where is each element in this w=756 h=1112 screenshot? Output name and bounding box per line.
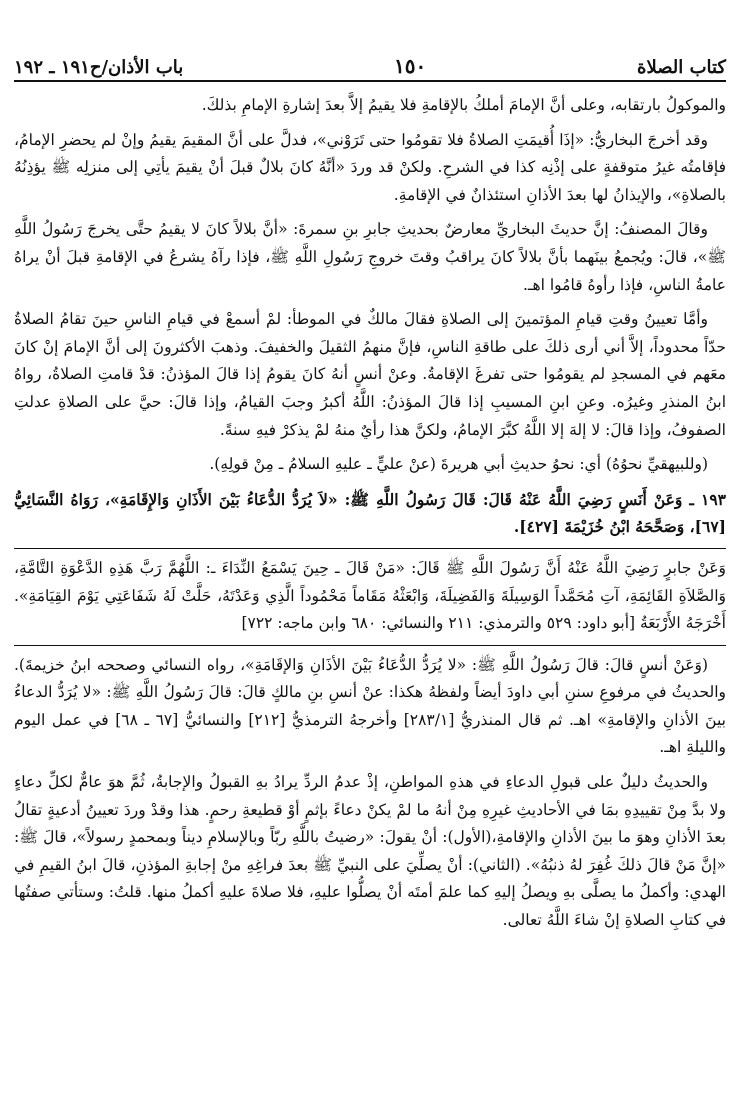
hadith-separator [14,645,726,646]
paragraph: وقد أخرجَ البخاريُّ: «إذَا أُقيمَتِ الصلاةُ فلا تقومُوا حتى تَرَوْني»، فدلَّ على أنَّ المقيمَ يقيمُ وإنْ لم يحضرِ الإمامُ، فإقامتُه غيرُ متوقفةٍ على إذْنِه كذا في الشرحِ. ولكنْ قد وردَ «أنَّهُ كانَ بلالٌ قبلَ أنْ يقيمَ يأتِي إلى منزلِه ﷺ يؤذِنُهُ بالصلاةِ»، والإيذانُ لها بعدَ الأذانِ استئذانٌ في الإقامةِ. [14,130,726,204]
paragraph: والموكولُ بارتقابه، وعلى أنَّ الإمامَ أملكُ بالإقامةِ فلا يقيمُ إلاَّ بعدَ إشارةِ الإمامِ بذلكَ. [201,96,726,114]
book-title: كتاب الصلاة [637,57,726,78]
chapter-reference: باب الأذان/ح١٩١ ـ ١٩٢ [14,57,184,78]
paragraph: وقالَ المصنفُ: إنَّ حديثَ البخاريِّ معارضٌ بحديثِ جابرِ بنِ سمرةَ: «أنَّ بلالاً كانَ لا يقيمُ حتَّى يخرجَ رَسُولُ اللَّهِ ﷺ»، قالَ: ويُجمعُ بينَهما بأنَّ بلالاً كانَ يراقبُ وقتَ خروجِ رَسُولِ اللَّهِ ﷺ، فإذا رآهُ يشرعُ في الإقامةِ قبلَ أنْ يراهُ عامةُ الناسِ، فإذا رأوهُ قامُوا اهـ. [14,220,726,294]
page-body [14,92,726,1102]
page-header [14,38,726,78]
hadith-separator [14,548,726,549]
header-rule [14,80,726,82]
hadith-193: ١٩٣ ـ وَعَنْ أَنَسٍ رَضِيَ اللَّهُ عَنْهُ قَالَ: قَالَ رَسُولُ اللَّهِ ﷺ: «لاَ يُرَدُّ الدُّعَاءُ بَيْنَ الأَذَانِ وَالإِقَامَةِ»، رَوَاهُ النَّسَائِيُّ [٦٧]، وَصَحَّحَهُ ابْنُ خُزَيْمَةَ [٤٢٧]. [14,489,726,537]
paragraph: (وَعَنْ أنسٍ قالَ: قالَ رَسُولُ اللَّهِ ﷺ: «لا يُرَدُّ الدُّعَاءُ بَيْنَ الأذَانِ وَالإقَامَةِ»، رواه النسائي وصححه ابنُ خزيمةَ). والحديثُ في مرفوعِ سننِ أبي داودَ أيضاً ولفظهُ هكذا: عنْ أنسِ بنِ مالكٍ قالَ: قالَ رَسُولُ اللَّهِ ﷺ: «لا يُرَدُّ الدعاءُ بينَ الأذانِ والإقامةِ» اهـ. ثم قال المنذريُّ [٢٨٣/١] وأخرجهُ الترمذيُّ [٢١٢] والنسائيُّ [٦٧ ـ ٦٨] في عمل اليوم والليلةِ اهـ. [14,655,726,757]
page-number: ١٥٠ [394,54,427,78]
paragraph: والحديثُ دليلٌ على قبولِ الدعاءِ في هذهِ المواطنِ، إذْ عدمُ الردِّ يرادُ بهِ القبولُ والإجابةُ، ثُمَّ هوَ عامٌّ لكلِّ دعاءٍ ولا بدَّ مِنْ تقييدِهِ بمَا في الأحاديثِ غيرِهِ مِنْ أنهُ ما لمْ يكنْ دعاءً بإثمٍ أوْ قطيعةِ رحمٍ. هذا وقدْ وردَ تعيينُ أدعيةٍ تقالُ بعدَ الأذانِ وهوَ ما بينَ الأذانِ والإقامةِ،(الأول): أنْ يقولَ: «رضيتُ باللَّهِ ربّاً وبالإسلامِ ديناً وبمحمدٍ رسولاً»، قالَ ﷺ: «إنَّ مَنْ قالَ ذلكَ غُفِرَ لهُ ذنبُهُ». (الثاني): أنْ يصلِّيَ على النبيِّ ﷺ بعدَ فراغِهِ منْ إجابةِ المؤذنِ، قالَ ابنُ القيمِ في الهدي: وأكملُ ما يصلَّى بهِ ويصلُ إليهِ كما علمَ أمتَه أنْ يصلُّوا عليهِ، فلا صلاةَ عليهِ أكملُ منها. قلتُ: وستأتي صفتُها في كتابِ الصلاةِ إنْ شاءَ اللَّهُ تعالى. [14,773,726,930]
paragraph: (وللبيهقيِّ نحوُهُ) أي: نحوُ حديثِ أبي هريرةَ (عنْ عليٍّ ـ عليهِ السلامُ ـ مِنْ قولِهِ). [209,455,708,474]
related-hadith: وَعَنْ جابرٍ رَضِيَ اللَّهُ عَنْهُ أَنَّ رَسُولَ اللَّهِ ﷺ قَالَ: «مَنْ قَالَ ـ حِينَ يَسْمَعُ النِّدَاءَ ـ: اللَّهُمَّ رَبَّ هَذِهِ الدَّعْوَةِ التَّامَّةِ، وَالصَّلاَةِ القَائِمَةِ، آتِ مُحَمَّداً الوَسِيلَةَ وَالفَضِيلَةَ، وَابْعَثْهُ مَقَاماً مَحْمُوداً الَّذِي وَعَدْتَهُ، حَلَّتْ لَهُ شَفَاعَتِي يَوْمَ القِيَامَةِ». أَخْرَجَهُ الأَرْبَعَةُ [أبو داود: ٥٢٩ والترمذي: ٢١١ والنسائي: ٦٨٠ وابن ماجه: ٧٢٢] [14,558,726,633]
paragraph: وأمَّا تعيينُ وقتِ قيامِ المؤتمينَ إلى الصلاةِ فقالَ مالكٌ في الموطأ: لمْ أسمعْ في قيامِ الناسِ حينَ تقامُ الصلاةُ حدّاً محدوداً، إلاَّ أني أرى ذلكَ على طاقةِ الناسِ، فإنَّ منهمُ الثقيلَ والخفيفَ. وذهبَ الأكثرونَ إلى أنَّ الإمامَ إنْ كانَ معَهم في المسجدِ لم يقومُوا حتى تفرغَ الإقامةُ. وعنْ أنسٍ أنهُ كانَ يقومُ إذا قالَ المؤذنُ: قدْ قامتِ الصلاةُ، رواهُ ابنُ المنذرِ وغيرُه. وعنِ ابنِ المسيبِ إذا قالَ المؤذنُ: اللَّهُ أكبرُ وجبَ القيامُ، وإذا قالَ: حيَّ على الصلاةِ عدلتِ الصفوفُ، وإذا قالَ: لا إلهَ إلا اللَّهُ كبَّرَ الإمامُ، ولكنَّ هذا رأيٌ منهُ لمْ يذكرْ فيهِ سنةً. [14,310,726,439]
